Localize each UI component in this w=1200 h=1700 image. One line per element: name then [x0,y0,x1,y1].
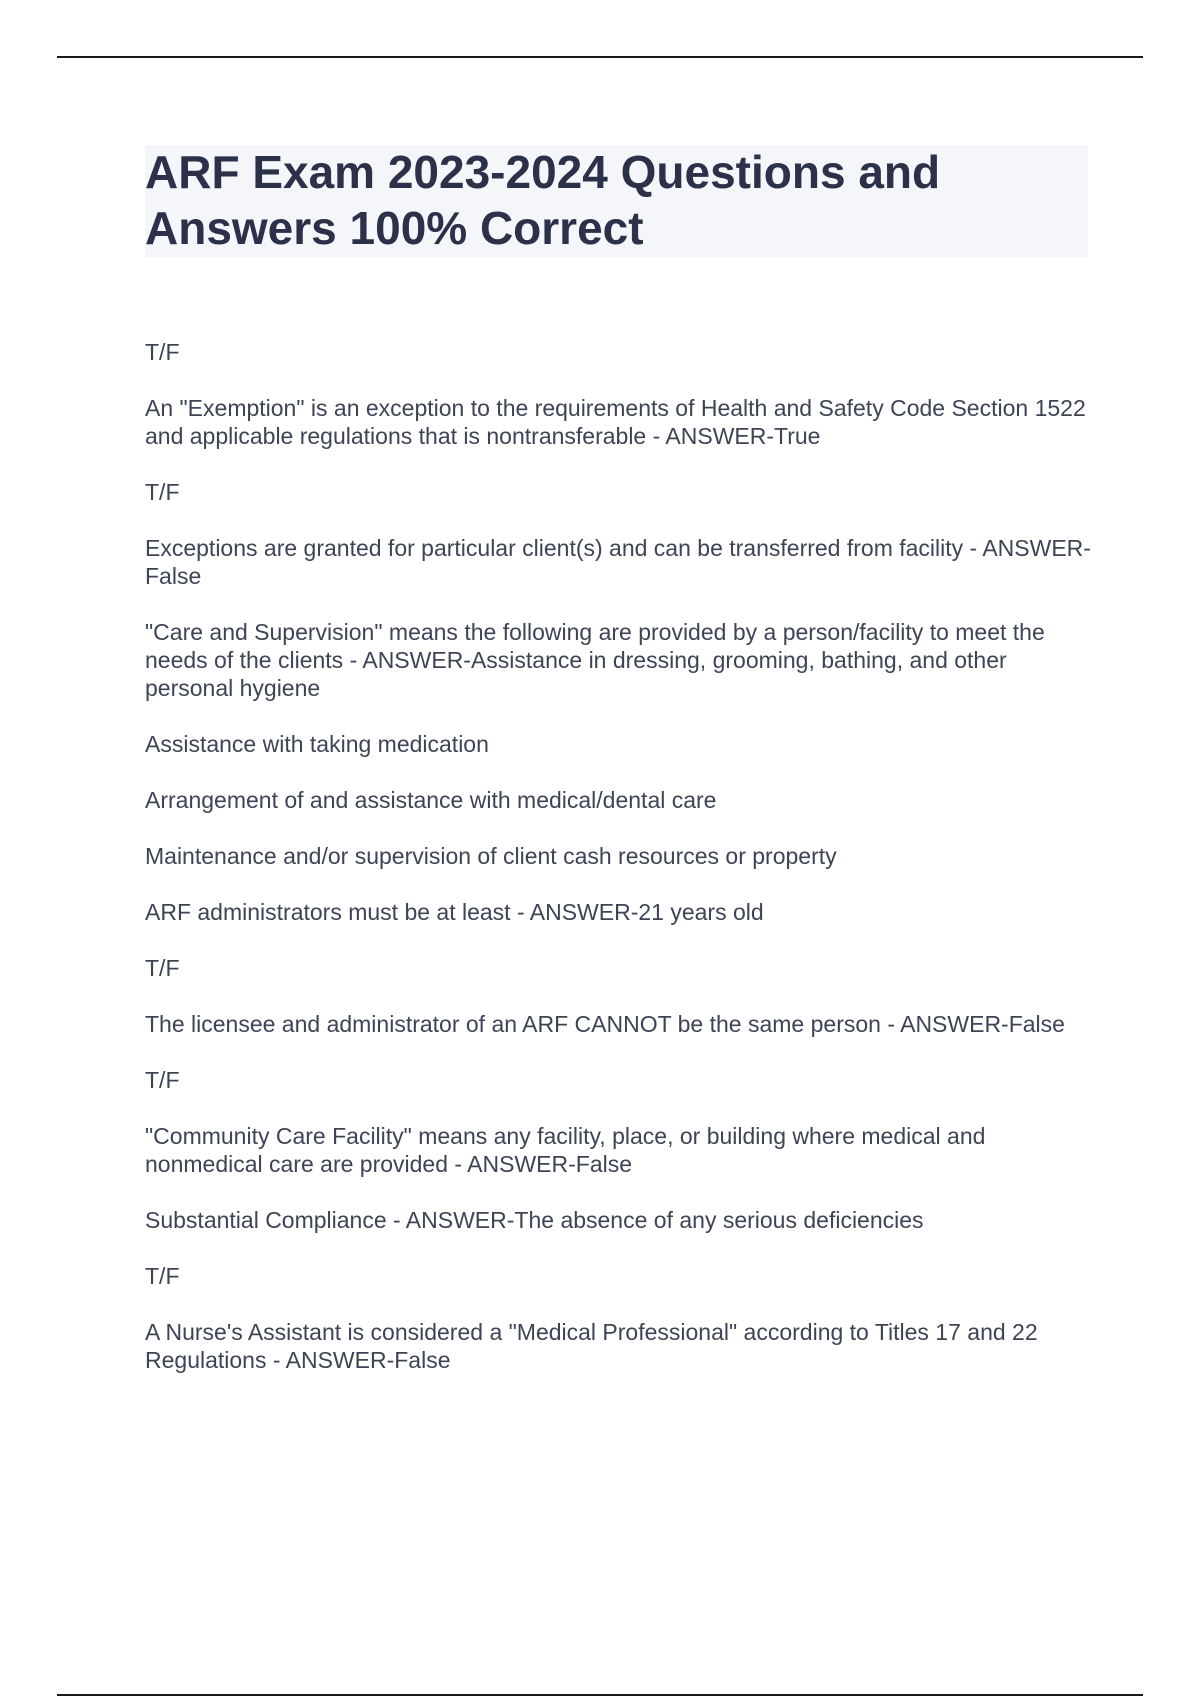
footer-rule [57,1694,1143,1696]
answer-continuation: Maintenance and/or supervision of client cash resources or property [145,843,837,869]
question-label: T/F [145,1263,180,1289]
question-label: T/F [145,479,180,505]
question-label: T/F [145,1067,180,1093]
question-answer: Substantial Compliance - ANSWER-The absence of any serious deficiencies [145,1207,924,1233]
question-answer: An "Exemption" is an exception to the requirements of Health and Safety Code Section 1522 and applicable regulations that is nontransferable - ANSWER-True [145,395,1086,449]
question-answer: The licensee and administrator of an ARF CANNOT be the same person - ANSWER-False [145,1011,1065,1037]
document-title: ARF Exam 2023-2024 Questions and Answers 100% Correct [145,146,941,254]
question-answer: "Care and Supervision" means the following are provided by a person/facility to meet the needs of the clients - ANSWER-Assistance in dressing, grooming, bathing, and other personal hygiene [145,619,1045,701]
document-body [145,338,1095,1402]
answer-continuation: Assistance with taking medication [145,731,489,757]
question-answer: ARF administrators must be at least - ANSWER-21 years old [145,899,764,925]
question-label: T/F [145,339,180,365]
question-answer: "Community Care Facility" means any facility, place, or building where medical and nonmedical care are provided - ANSWER-False [145,1123,986,1177]
answer-continuation: Arrangement of and assistance with medical/dental care [145,787,717,813]
question-answer: A Nurse's Assistant is considered a "Medical Professional" according to Titles 17 and 22 Regulations - ANSWER-False [145,1319,1038,1373]
question-label: T/F [145,955,180,981]
header-rule [57,56,1143,58]
question-answer: Exceptions are granted for particular client(s) and can be transferred from facility - ANSWER-False [145,535,1091,589]
